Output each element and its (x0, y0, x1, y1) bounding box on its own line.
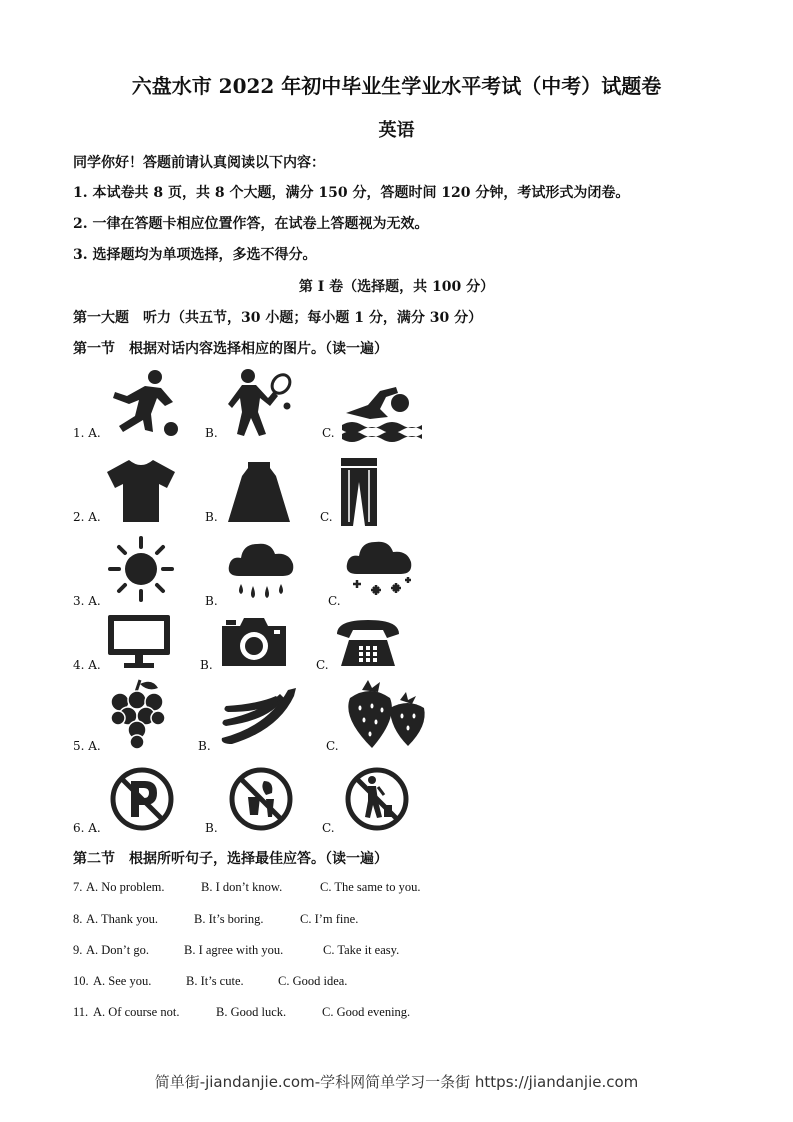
option-label: C. (322, 426, 335, 440)
option-c: C. Good evening. (322, 1005, 411, 1019)
exam-title: 六盘水市 2022 年初中毕业生学业水平考试（中考）试题卷 (131, 74, 662, 98)
option-a: A. See you. (93, 974, 152, 988)
option-label: B. (205, 594, 218, 608)
camera-icon (220, 614, 288, 668)
option-c: C. The same to you. (320, 880, 421, 894)
option-label: C. (328, 594, 341, 608)
question-number: 8. (73, 912, 83, 926)
tennis-player-icon (228, 368, 298, 438)
option-b: B. It’s cute. (186, 974, 244, 988)
question-label: 2. A. (73, 510, 101, 524)
option-label: B. (205, 510, 218, 524)
option-c: C. I’m fine. (300, 912, 359, 926)
option-b: B. I don’t know. (201, 880, 283, 894)
subsection-title: 第二节 根据所听句子，选择最佳应答。（读一遍） (73, 851, 388, 867)
option-a: A. Thank you. (86, 912, 158, 926)
option-label: C. (326, 739, 339, 753)
option-a: A. No problem. (86, 880, 165, 894)
trousers-icon (339, 456, 379, 528)
notice-item: 3. 选择题均为单项选择，多选不得分。 (73, 247, 317, 263)
grapes-icon (106, 678, 170, 750)
option-label: B. (200, 658, 213, 672)
t-shirt-icon (105, 458, 177, 524)
section-title: 第一大题 听力（共五节，30 小题；每小题 1 分，满分 30 分） (73, 310, 483, 326)
question-label: 5. A. (73, 739, 101, 753)
notice-greeting: 同学你好！答题前请认真阅读以下内容： (73, 155, 325, 171)
snow-cloud-icon (345, 538, 415, 602)
option-label: B. (205, 821, 218, 835)
question-label: 6. A. (73, 821, 101, 835)
soccer-player-icon (105, 368, 180, 438)
telephone-icon (335, 618, 401, 668)
option-label: B. (205, 426, 218, 440)
question-label: 1. A. (73, 426, 101, 440)
monitor-icon (106, 613, 172, 669)
question-label: 3. A. (73, 594, 101, 608)
question-number: 7. (73, 880, 83, 894)
subject-title: 英语 (378, 120, 415, 141)
option-b: B. Good luck. (216, 1005, 287, 1019)
option-c: C. Take it easy. (323, 943, 400, 957)
question-number: 11. (73, 1005, 89, 1019)
swimmer-icon (340, 383, 422, 439)
question-label: 4. A. (73, 658, 101, 672)
footer-watermark: 简单街-jiandanjie.com-学科网简单学习一条街 https://jiandanjie.com (154, 1073, 639, 1091)
option-b: B. It’s boring. (194, 912, 264, 926)
question-number: 9. (73, 943, 83, 957)
skirt-icon (226, 460, 292, 524)
option-a: A. Don’t go. (86, 943, 149, 957)
bananas-icon (218, 686, 298, 748)
notice-item: 1. 本试卷共 8 页，共 8 个大题，满分 150 分，答题时间 120 分钟，考试形式为闭卷。 (73, 185, 630, 201)
part-title: 第 Ⅰ 卷（选择题，共 100 分） (298, 279, 495, 295)
strawberries-icon (342, 678, 428, 750)
subsection-title: 第一节 根据对话内容选择相应的图片。（读一遍） (73, 341, 388, 357)
option-label: B. (198, 739, 211, 753)
sun-icon (108, 536, 174, 602)
option-label: C. (322, 821, 335, 835)
notice-item: 2. 一律在答题卡相应位置作答，在试卷上答题视为无效。 (73, 216, 429, 232)
option-b: B. I agree with you. (184, 943, 284, 957)
option-label: C. (320, 510, 333, 524)
no-food-icon (226, 767, 296, 831)
question-number: 10. (73, 974, 89, 988)
option-label: C. (316, 658, 329, 672)
no-littering-icon (342, 767, 412, 831)
no-parking-icon (107, 767, 177, 831)
option-a: A. Of course not. (93, 1005, 180, 1019)
option-c: C. Good idea. (278, 974, 348, 988)
rain-cloud-icon (227, 538, 297, 602)
